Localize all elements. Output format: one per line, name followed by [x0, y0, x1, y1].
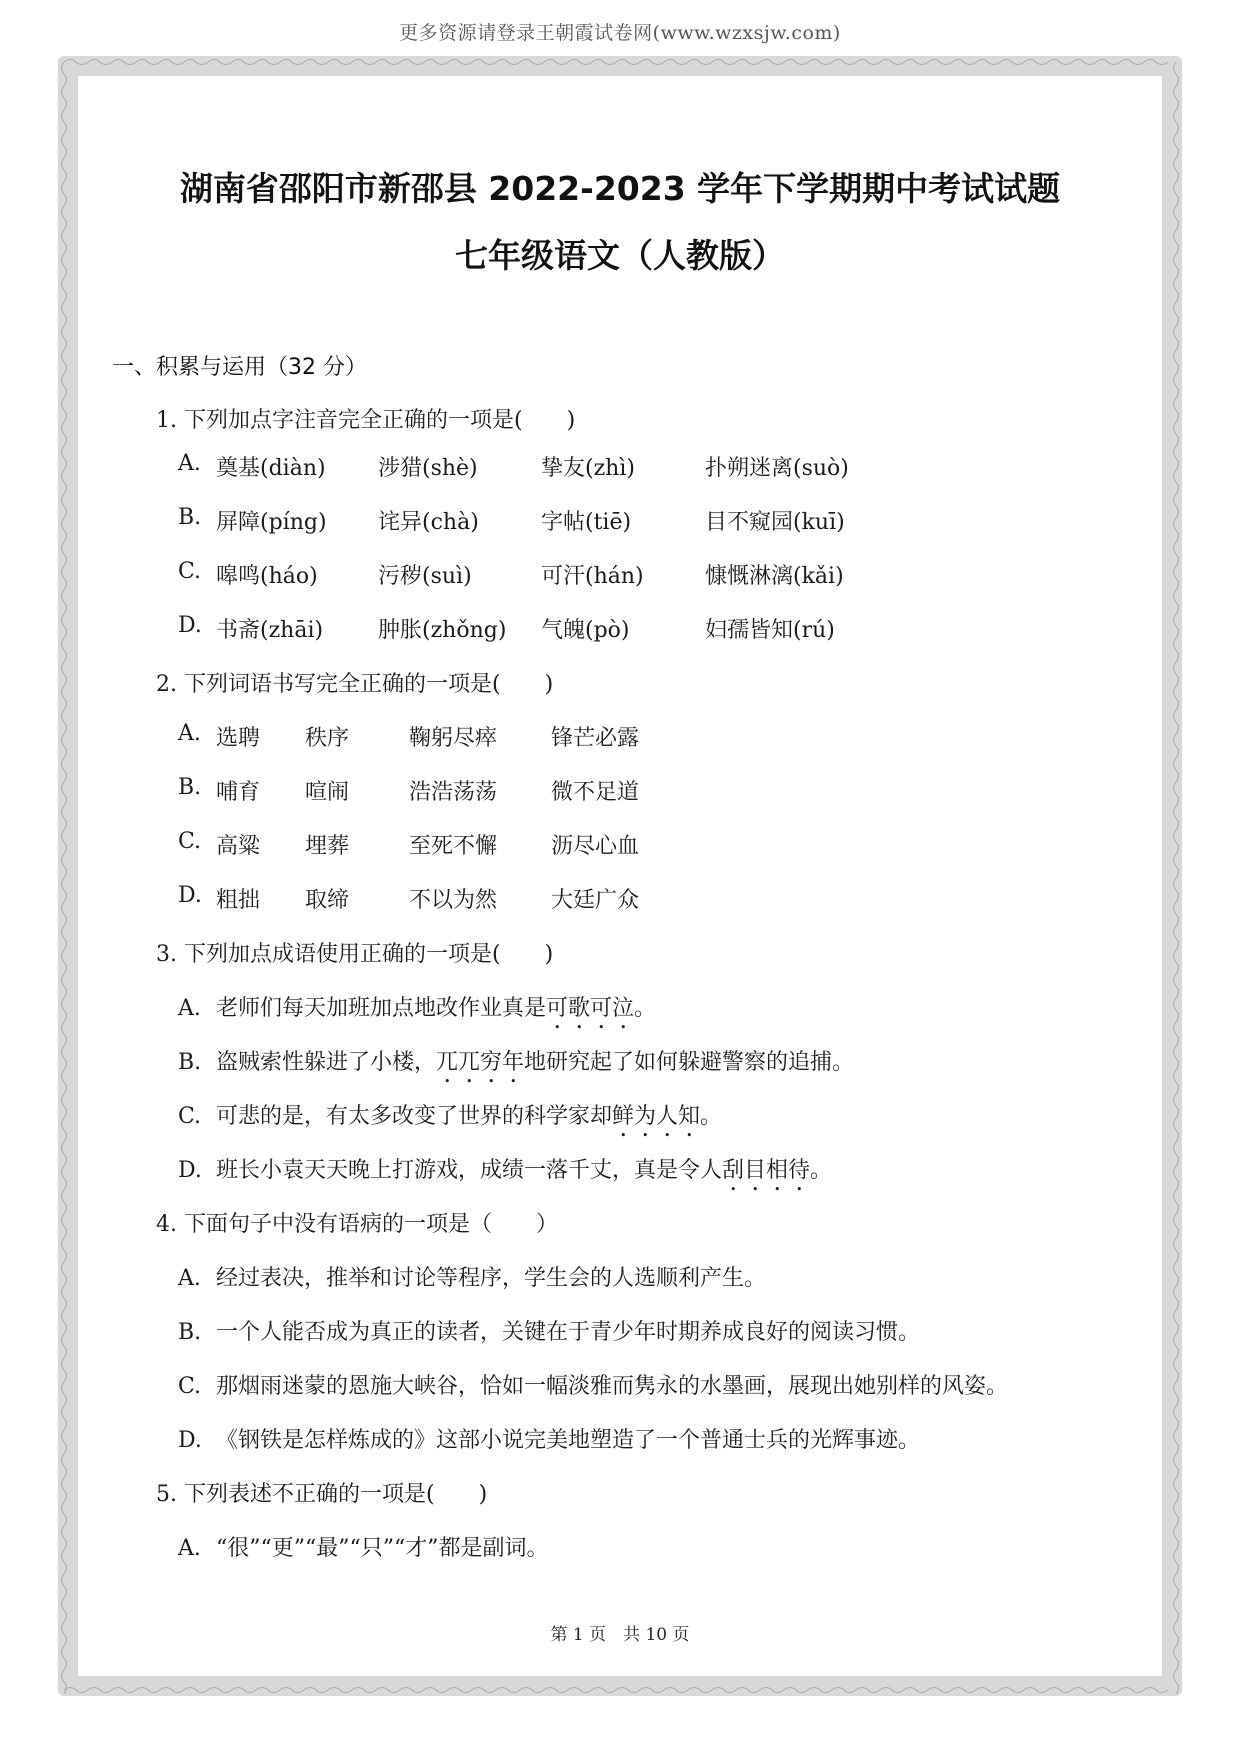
option-letter: D. [178, 1158, 202, 1183]
option-letter: A. [178, 721, 201, 746]
q2-option-c [178, 829, 1078, 859]
question-3-stem: 3. 下列加点成语使用正确的一项是( ) [156, 942, 554, 967]
option-letter: C. [178, 559, 202, 584]
q2-item: 至死不懈 [409, 834, 498, 859]
q2-item: 浩浩荡荡 [409, 780, 498, 805]
section-heading: 一、积累与运用（32 分） [112, 355, 367, 380]
option-letter: B. [178, 1050, 202, 1075]
q3-option-d [178, 1153, 832, 1196]
exam-title: 湖南省邵阳市新邵县 2022-2023 学年下学期期中考试试题 [179, 169, 1061, 208]
q2-item: 秩序 [305, 726, 350, 751]
option-text: 班长小袁天天晚上打游戏，成绩一落千丈，真是令人 [216, 1158, 723, 1183]
q1-item: 奠基(diàn) [216, 456, 326, 481]
q2-item: 锋芒必露 [551, 726, 640, 751]
q1-item: 挚友(zhì) [541, 456, 635, 481]
q1-item: 慷慨淋漓(kǎi) [705, 564, 844, 589]
q1-item: 嗥鸣(háo) [216, 564, 318, 589]
question-1-stem: 1. 下列加点字注音完全正确的一项是( ) [156, 408, 576, 433]
option-letter: C. [178, 1374, 202, 1399]
q1-item: 气魄(pò) [541, 618, 630, 643]
q2-item: 选聘 [216, 726, 261, 751]
q2-item: 哺育 [216, 780, 261, 805]
q1-item: 目不窥园(kuī) [705, 510, 845, 535]
option-text: 。 [700, 1104, 723, 1129]
q3-option-b [178, 1045, 854, 1088]
question-2-stem: 2. 下列词语书写完全正确的一项是( ) [156, 672, 554, 697]
question-5-stem: 5. 下列表述不正确的一项是( ) [156, 1482, 488, 1507]
q4-option-a [178, 1261, 766, 1292]
q2-item: 鞠躬尽瘁 [409, 726, 498, 751]
q4-option-b [178, 1315, 920, 1346]
option-text: “很”“更”“最”“只”“才”都是副词。 [216, 1536, 549, 1561]
q1-option-b [178, 505, 1078, 535]
exam-subtitle: 七年级语文（人教版） [455, 236, 785, 275]
q1-item: 屏障(píng) [216, 510, 327, 535]
q1-option-c [178, 559, 1078, 589]
q1-item: 肿胀(zhǒng) [378, 618, 507, 643]
q2-item: 微不足道 [551, 780, 640, 805]
option-letter: B. [178, 1320, 202, 1345]
page-number: 第 1 页 共 10 页 [550, 1625, 690, 1645]
q5-option-a [178, 1531, 548, 1562]
q1-item: 扑朔迷离(suò) [705, 456, 849, 481]
q1-option-a [178, 451, 1078, 481]
q2-item: 大廷广众 [551, 888, 640, 913]
q2-item: 取缔 [305, 888, 350, 913]
q2-option-a [178, 721, 1078, 751]
option-text: 可悲的是，有太多改变了世界的科学家却 [216, 1104, 613, 1129]
q2-item: 高粱 [216, 834, 261, 859]
site-watermark: 更多资源请登录王朝霞试卷网(www.wzxsjw.com) [399, 22, 841, 44]
q4-option-c [178, 1369, 1008, 1400]
emphasized-idiom: 鲜为人知 [612, 1104, 701, 1129]
q1-item: 涉猎(shè) [378, 456, 478, 481]
q2-item: 沥尽心血 [551, 834, 640, 859]
q1-item: 污秽(suì) [378, 564, 472, 589]
option-letter: C. [178, 829, 202, 854]
option-text: 《钢铁是怎样炼成的》这部小说完美地塑造了一个普通士兵的光辉事迹。 [216, 1428, 921, 1453]
option-text: 地研究起了如何躲避警察的追捕。 [524, 1050, 855, 1075]
q1-item: 妇孺皆知(rú) [705, 618, 835, 643]
option-letter: B. [178, 505, 202, 530]
option-letter: A. [178, 996, 201, 1021]
emphasized-idiom: 可歌可泣 [546, 996, 635, 1021]
option-text: 。 [810, 1158, 833, 1183]
option-letter: A. [178, 1536, 201, 1561]
option-text: 经过表决，推举和讨论等程序，学生会的人选顺利产生。 [216, 1266, 767, 1291]
option-text: 。 [634, 996, 657, 1021]
q1-item: 书斋(zhāi) [216, 618, 324, 643]
q1-item: 诧异(chà) [378, 510, 479, 535]
emphasized-idiom: 刮目相待 [722, 1158, 811, 1183]
option-letter: D. [178, 613, 202, 638]
option-letter: B. [178, 775, 202, 800]
q2-option-d [178, 883, 1078, 913]
question-4-stem: 4. 下面句子中没有语病的一项是（ ） [156, 1212, 558, 1237]
option-letter: D. [178, 883, 202, 908]
option-letter: A. [178, 1266, 201, 1291]
option-letter: D. [178, 1428, 202, 1453]
q1-item: 字帖(tiē) [541, 510, 632, 535]
option-text: 盗贼索性躲进了小楼， [216, 1050, 437, 1075]
q1-option-d [178, 613, 1078, 643]
q2-option-b [178, 775, 1078, 805]
q3-option-a [178, 991, 656, 1034]
option-letter: A. [178, 451, 201, 476]
option-text: 那烟雨迷蒙的恩施大峡谷，恰如一幅淡雅而隽永的水墨画，展现出她别样的风姿。 [216, 1374, 1009, 1399]
emphasized-idiom: 兀兀穷年 [436, 1050, 525, 1075]
option-text: 一个人能否成为真正的读者，关键在于青少年时期养成良好的阅读习惯。 [216, 1320, 921, 1345]
q4-option-d [178, 1423, 920, 1454]
q2-item: 不以为然 [409, 888, 498, 913]
q2-item: 粗拙 [216, 888, 261, 913]
q1-item: 可汗(hán) [541, 564, 644, 589]
option-letter: C. [178, 1104, 202, 1129]
q2-item: 埋葬 [305, 834, 350, 859]
q3-option-c [178, 1099, 722, 1142]
q2-item: 喧闹 [305, 780, 350, 805]
option-text: 老师们每天加班加点地改作业真是 [216, 996, 547, 1021]
